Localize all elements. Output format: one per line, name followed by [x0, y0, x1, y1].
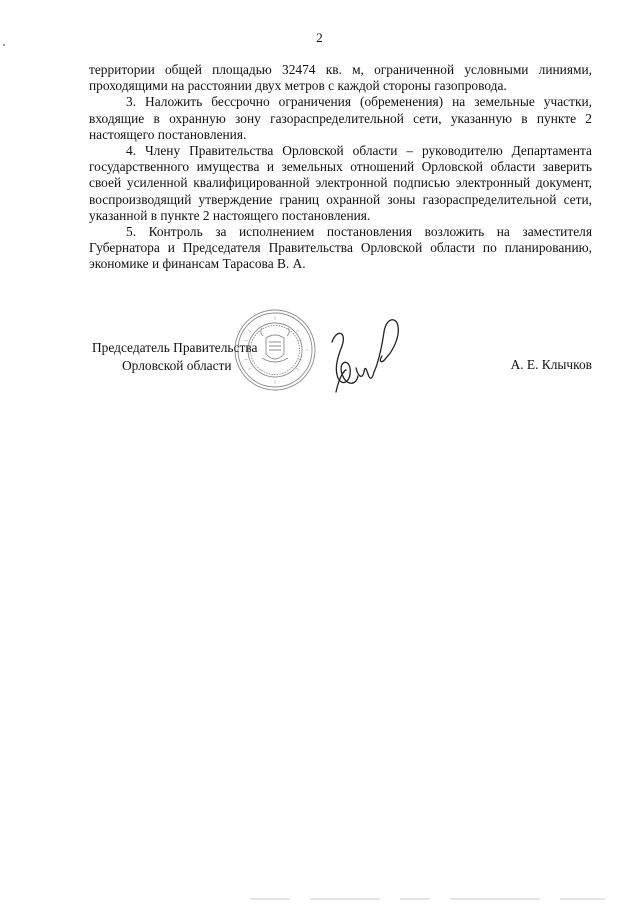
document-body	[89, 62, 592, 273]
signatory-title-line2: Орловской области	[122, 358, 232, 373]
paragraph-item-5: 5. Контроль за исполнением постановления возложить на заместителя Губернатора и Председателя Правительства Орловской области по планированию, экономике и финансам Тарасова В. А.	[89, 224, 592, 272]
handwritten-signature-icon	[312, 308, 412, 408]
signatory-title-line1: Председатель Правительства	[92, 340, 258, 355]
paragraph-item-4: 4. Члену Правительства Орловской области – руководителю Департамента государственного имущества и земельных отношений Орловской области заверить своей усиленной квалифицированной электронной подписью электронный документ, воспроизводящий утверждение границ охранной зоны газораспределительной сети, указанной в пункте 2 настоящего постановления.	[89, 143, 592, 223]
scan-edge-artifact	[250, 897, 610, 901]
paragraph-continuation: территории общей площадью 32474 кв. м, ограниченной условными линиями, проходящими на расстоянии двух метров с каждой стороны газопровода.	[89, 62, 592, 94]
paragraph-item-3: 3. Наложить бессрочно ограничения (обременения) на земельные участки, входящие в охранную зону газораспределительной сети, указанную в пункте 2 настоящего постановления.	[89, 94, 592, 142]
page-number: 2	[316, 30, 323, 45]
official-seal-icon	[233, 308, 317, 392]
signatory-name: А. Е. Клычков	[510, 357, 592, 372]
